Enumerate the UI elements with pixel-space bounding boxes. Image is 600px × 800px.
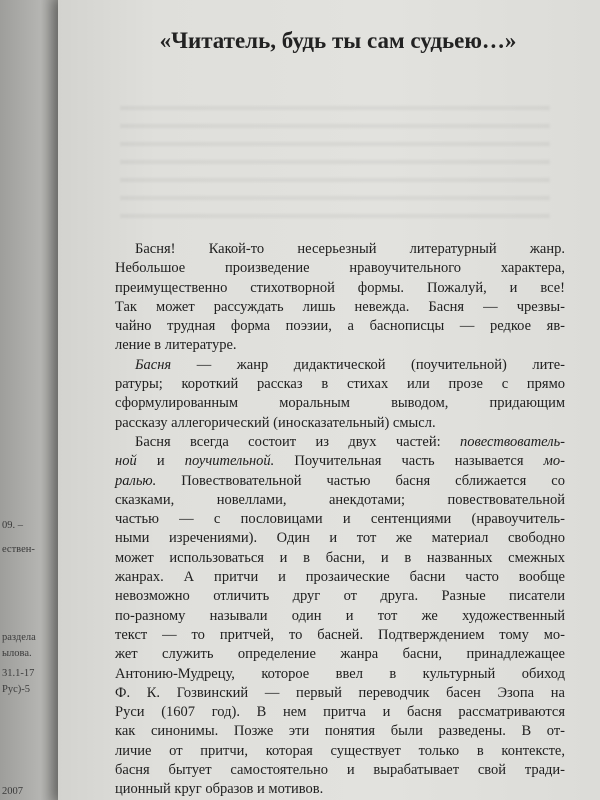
text-line: [115, 722, 565, 741]
text-line: [115, 356, 565, 375]
text-run: Антонию-Мудрецу, которое ввел в культурный обиход: [115, 665, 565, 682]
text-line: [115, 645, 565, 664]
text-line: [115, 510, 565, 529]
text-line: [115, 568, 565, 587]
margin-fragment: 31.1-17: [2, 668, 35, 679]
text-line: [115, 375, 565, 394]
text-line: [115, 626, 565, 645]
text-run: Повествовательной частью басня сближается со: [156, 472, 565, 489]
text-run: преимущественно стихотворной формы. Пожалуй, и все!: [115, 279, 565, 296]
text-line: [115, 491, 565, 510]
text-run: по-разному называли один и тот же художественный: [115, 607, 565, 624]
text-line: [115, 394, 565, 413]
italic-term: Басня: [135, 356, 172, 373]
text-run: ными изречениями). Один и тот же материал свободно: [115, 530, 565, 547]
text-line: [115, 761, 565, 780]
text-line: [115, 259, 565, 278]
text-run: Поучительная часть называется: [274, 453, 544, 470]
previous-page-edge: [0, 0, 58, 800]
text-run: жет служить определение жанра басни, принадлежащее: [115, 646, 565, 663]
text-run: личие от притчи, которая существует только в контексте,: [115, 742, 565, 759]
text-run: Басня! Какой-то несерьезный литературный жанр.: [135, 241, 565, 257]
body-text: [115, 240, 565, 800]
italic-term: мо-: [543, 453, 565, 470]
text-line: [115, 549, 565, 568]
italic-term: ной: [115, 453, 137, 470]
text-line: [115, 587, 565, 606]
text-line: [115, 279, 565, 298]
text-line: [115, 414, 565, 433]
text-run: Так может рассуждать лишь невежда. Басня — чрезвы-: [115, 298, 565, 315]
text-run: ционный круг образов и мотивов.: [115, 781, 324, 798]
text-line: [115, 452, 565, 471]
text-line: [115, 472, 565, 491]
margin-fragment: раздела: [2, 632, 36, 643]
text-line: [115, 433, 565, 452]
text-run: сказками, новеллами, анекдотами; повествовательной: [115, 491, 565, 508]
text-run: частью — с пословицами и сентенциями (нравоучитель-: [115, 511, 565, 528]
italic-term: поучительной.: [184, 453, 275, 470]
text-line: [115, 742, 565, 761]
text-run: может использоваться и в басни, и в названных смежных: [115, 549, 565, 566]
text-run: ление в литературе.: [115, 337, 237, 354]
margin-fragment: Рус)-5: [2, 684, 30, 695]
text-line: [115, 684, 565, 703]
margin-fragment: ествен-: [2, 544, 35, 555]
text-run: Басня всегда состоит из двух частей:: [135, 433, 460, 450]
margin-fragment: 2007: [2, 786, 23, 797]
margin-fragment: ылова.: [2, 648, 32, 659]
text-run: как синонимы. Позже эти понятия были разведены. В от-: [115, 723, 565, 740]
text-run: Ф. К. Гозвинский — первый переводчик басен Эзопа на: [115, 684, 565, 701]
text-run: чайно трудная форма поэзии, а баснописцы — редкое яв-: [115, 318, 565, 335]
text-line: [115, 665, 565, 684]
text-run: — жанр дидактической (поучительной) лите-: [171, 356, 565, 373]
text-run: жанрах. А притчи и прозаические басни часто вообще: [115, 569, 565, 586]
text-run: Руси (1607 год). В нем притча и басня рассматриваются: [115, 704, 565, 721]
text-run: басня бытует самостоятельно и вырабатывает свой тради-: [115, 762, 565, 779]
text-run: текст — то притчей, то басней. Подтверждением тому мо-: [115, 626, 565, 643]
text-line: [115, 529, 565, 548]
text-line: [115, 780, 565, 799]
italic-term: повествователь-: [459, 433, 565, 450]
text-run: невозможно отличить друг от друга. Разные писатели: [115, 588, 565, 605]
page-title: «Читатель, будь ты сам судьею…»: [159, 28, 517, 53]
text-line: [115, 317, 565, 336]
margin-fragment: 09. –: [2, 520, 23, 531]
text-line: [115, 240, 565, 259]
show-through-text: [120, 92, 550, 222]
text-line: [115, 298, 565, 317]
text-line: [115, 336, 565, 355]
text-line: [115, 607, 565, 626]
text-run: и: [136, 453, 185, 470]
italic-term: ралью.: [115, 472, 157, 489]
text-run: рассказу аллегорический (иносказательный) смысл.: [115, 414, 436, 431]
text-run: Небольшое произведение нравоучительного характера,: [115, 260, 565, 277]
text-line: [115, 703, 565, 722]
text-run: ратуры; короткий рассказ в стихах или прозе с прямо: [115, 376, 565, 393]
text-run: сформулированным моральным выводом, придающим: [115, 395, 565, 412]
